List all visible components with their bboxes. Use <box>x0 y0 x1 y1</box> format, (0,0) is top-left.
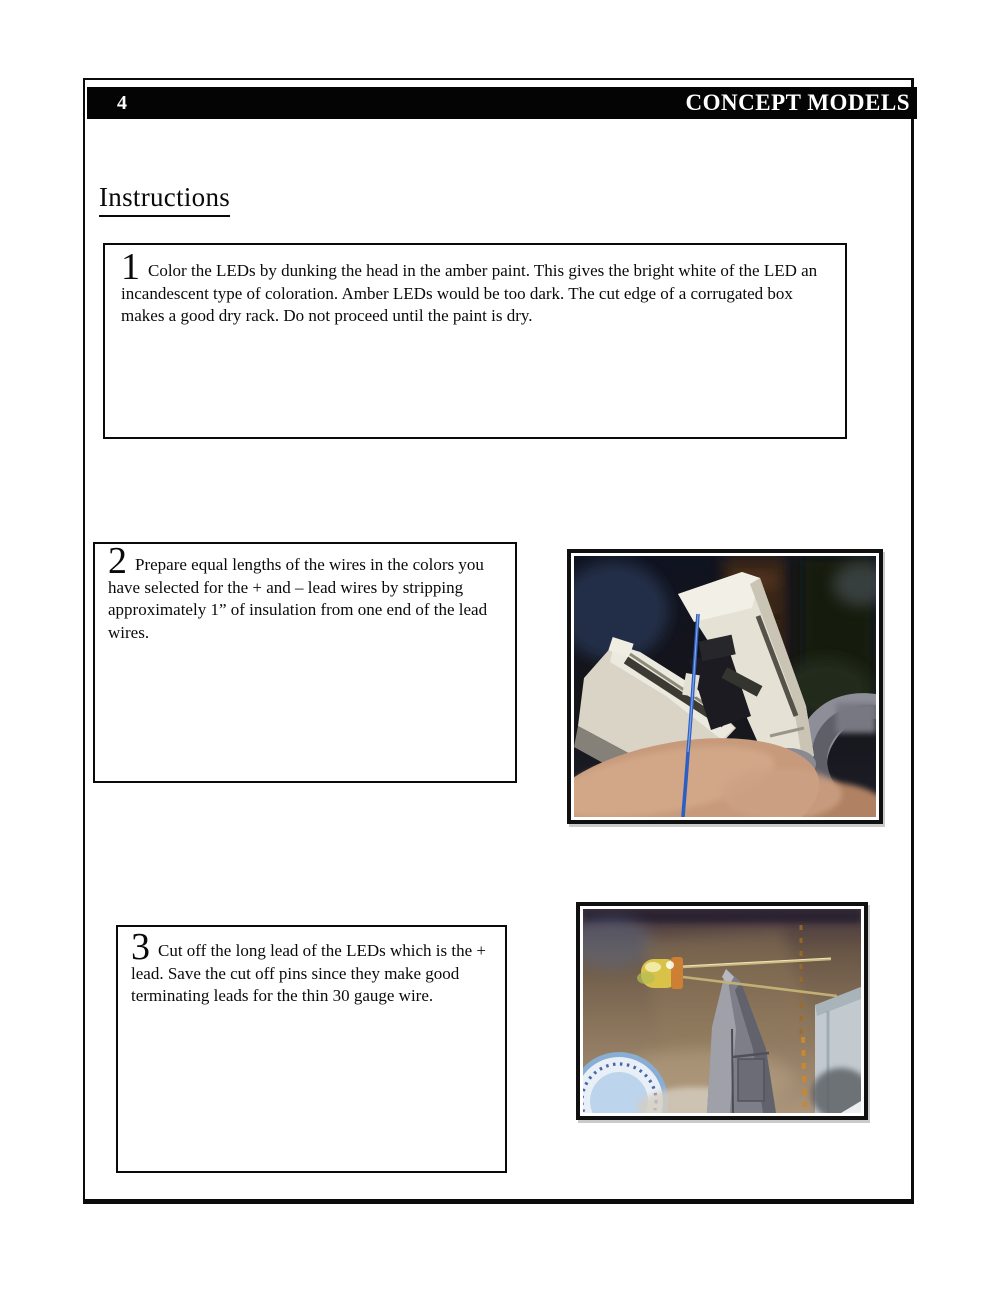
wire-stripping-photo-image <box>574 556 876 817</box>
header-title: CONCEPT MODELS <box>685 90 910 115</box>
step-2-number: 2 <box>108 542 127 582</box>
step-1-text: Color the LEDs by dunking the head in the amber paint. This gives the bright white of the LED an incandescent type of coloration. Amber LEDs would be too dark. The cut edge of a corrugated box makes a good dry rack. Do not proceed until the paint is dry. <box>121 261 818 325</box>
led-trimming-photo <box>576 902 868 1120</box>
page-number: 4 <box>117 91 127 114</box>
step-1-box <box>103 243 847 439</box>
page-header <box>87 87 917 119</box>
step-3-text: Cut off the long lead of the LEDs which is the + lead. Save the cut off pins since they make good terminating leads for the thin 30 gauge wire. <box>131 941 486 1005</box>
led-trimming-photo-image <box>583 909 861 1113</box>
step-2-box <box>93 542 517 783</box>
step-3-box <box>116 925 507 1173</box>
wire-stripping-photo <box>567 549 883 824</box>
section-heading: Instructions <box>99 182 230 217</box>
step-2-text: Prepare equal lengths of the wires in the colors you have selected for the + and – lead wires by stripping approximately 1” of insulation from one end of the lead wires. <box>108 555 488 642</box>
step-1-number: 1 <box>121 246 140 288</box>
container-edge <box>811 987 861 1113</box>
step-3-number: 3 <box>131 926 150 968</box>
